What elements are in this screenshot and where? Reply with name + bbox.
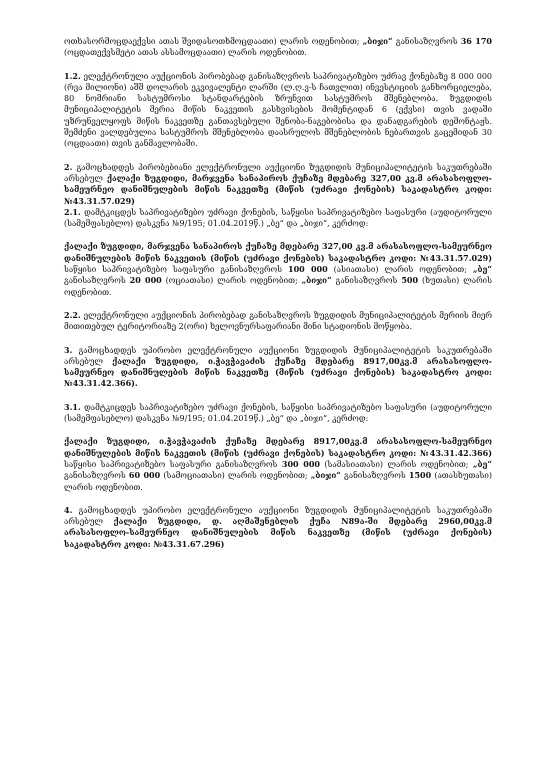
- bold-run: 2.1.: [64, 206, 81, 217]
- paragraph-2-1-details: [64, 241, 492, 297]
- paragraph-continuation: [64, 36, 492, 59]
- bold-run: ქალაქი ზუგდიდი, მარჯვენა სანაპიროს ქუჩაზე მდებარე 327,00 კვ.მ არასასოფლო-სამეურნეო დანიშნულების მიწის ნაკვეთზე (მიწის (უძრავი ქონების) საკადასტრო კოდი: №43.31.57.029): [64, 172, 493, 206]
- bold-run: „ბე“: [472, 458, 492, 469]
- bold-run: 60 000: [128, 470, 161, 481]
- text-run: (ოცდათექვსმეტი ათას ასსამოცდაათი) ლარის ოდენობით.: [64, 48, 307, 58]
- bold-run: 3.1.: [64, 401, 81, 412]
- paragraph-3-1: [64, 402, 492, 425]
- paragraph-2-1: [64, 207, 492, 230]
- text-run: საწყისი საპრივატიზებო საფასური განისაზღვროს: [64, 459, 282, 469]
- bold-run: 36 170: [460, 36, 492, 46]
- text-run: დამტკიცდეს საპრივატიზებო უძრავი ქონების, საწყისი საპრივატიზებო საფასური (აუდიტორული (სამემფასებლო) დასკვნა №9/195; 01.04.2019წ.) „ბე“ და „ბიჯი“, კერძოდ:: [64, 207, 492, 229]
- paragraph-3: [64, 345, 492, 390]
- bold-run: „ბიჯი“: [362, 36, 393, 46]
- bold-run: 1500: [408, 470, 432, 481]
- paragraph-2: [64, 162, 492, 207]
- text-run: გამოცხადდეს უპირობო ელექტრონული აუქციონი ზუგდიდის მუნიციპალიტეტის საკუთრებაში არსებულ: [64, 505, 492, 527]
- text-run: (სამოციათასი) ლარის ოდენობით;: [160, 471, 311, 481]
- bold-run: „ბე“: [472, 264, 493, 275]
- text-run: (ხუთასი) ლარის ოდენობით.: [64, 276, 493, 297]
- text-run: (ოციათასი) ლარის ოდენობით;: [161, 276, 302, 286]
- bold-run: ქალაქი ზუგდიდი, მარჯვენა სანაპიროს ქუჩაზე მდებარე 327,00 კვ.მ არასასოფლო-სამეურნეო დანიშნულების მიწის ნაკვეთის (მიწის (უძრავი ქონების) საკადასტრო კოდი: №43.31.57.029): [64, 241, 492, 263]
- bold-run: 2.: [64, 161, 73, 172]
- text-run: განისაზღვროს: [331, 276, 402, 286]
- bold-run: 3.: [64, 344, 73, 355]
- text-run: (ასიათასი) ლარის ოდენობით;: [327, 265, 473, 275]
- bold-run: 100 000: [288, 264, 328, 275]
- text-run: დამტკიცდეს საპრივატიზებო უძრავი ქონების, საწყისი საპრივატიზებო საფასური (აუდიტორული (სამემფასებლო) დასკვნა №9/195; 01.04.2019წ.) „ბე“ და „ბიჯი“, კერძოდ:: [64, 402, 492, 424]
- text-run: (ათასხუთასი) ლარის ოდენობით.: [64, 471, 493, 492]
- text-run: განისაზღვროს: [64, 471, 129, 481]
- paragraph-2-2: [64, 310, 492, 333]
- text-run: გამოცხადდეს პირობებიანი ელექტრონული აუქციონი ზუგდიდის მუნიციპალიტეტის საკუთრებაში არსებულ: [64, 162, 492, 183]
- text-run: განისაზღვროს: [64, 276, 130, 286]
- bold-run: ქალაქი ზუგდიდი, ი.ჭავჭავაძის ქუჩაზე მდებარე 8917,00კვ.მ არასასოფლო-სამეურნეო დანიშნულების მიწის ნაკვეთზე (მიწის (უძრავი ქონების) საკადასტრო კოდი: №43.31.42.366).: [64, 355, 492, 389]
- text-run: ოთხასორმოცდაექვსი ათას შვიდასოთხმოცდაათი) ლარის ოდენობით;: [64, 37, 363, 46]
- bold-run: „ბიჯი“: [310, 470, 341, 481]
- bold-run: „ბიჯი“: [301, 275, 332, 286]
- bold-run: ქალაქი ზუგდიდი, ი.ჭავჭავაძის ქუჩაზე მდებარე 8917,00კვ.მ არასასოფლო-სამეურნეო დანიშნულების მიწის ნაკვეთის (მიწის (უძრავი ქონების) საკადასტრო კოდი: №43.31.42.366): [64, 436, 492, 458]
- paragraph-4: [64, 505, 492, 550]
- text-run: საწყისი საპრივატიზებო საფასური განისაზღვროს: [64, 265, 289, 275]
- bold-run: 500: [401, 275, 419, 286]
- bold-run: 2.2.: [64, 309, 81, 320]
- text-run: გამოცხადდეს უპირობო ელექტრონული აუქციონი ზუგდიდის მუნიციპალიტეტის საკუთრებაში არსებულ: [64, 345, 492, 366]
- text-run: განისაზღვროს: [392, 37, 461, 46]
- bold-run: 300 000: [281, 458, 320, 469]
- paragraph-3-1-details: [64, 436, 492, 492]
- bold-run: 20 000: [129, 275, 162, 286]
- bold-run: 1.2.: [64, 70, 81, 81]
- bold-run: ქალაქი ზუგდიდი, დ. აღმაშენებლის ქუჩა N89ა-ში მდებარე 2960,00კვ.მ არასასოფლო-სამეურნეო დანიშნულების მიწის ნაკვეთზე (მიწის (უძრავი ქონების) საკადასტრო კოდი: №43.31.67.296): [64, 516, 492, 549]
- bold-run: 4.: [64, 504, 73, 515]
- text-run: (სამასიათასი) ლარის ოდენობით;: [319, 459, 473, 469]
- text-run: განისაზღვროს: [340, 471, 409, 481]
- paragraph-1-2: [64, 71, 492, 150]
- text-run: ელექტრონული აუქციონის პირობებად განისაზღვროს საპრივატიზებო უძრავ ქონებაზე 8 000 000 (რვა მილიონი) აშშ დოლარის ეკვივალენტი ლარში (ლ.ღ.ვ-ს ჩათვლით) ინვესტიციის განხორციელება, 80 ნომრიანი სასტუმროსი სტანდარტების ზრუნვით სასტუმროს მშენებლობა. ზუგდიდის მუნიციპალიტეტის მერია მიწის ნაკვეთის გასხვისების მომენტიდან 6 (ექვსი) თვის ვადაში უზრუნველყოფს მიწის ნაკვეთზე განთავსებული შენობა-ნაგებობისა და დანადგარების დემონტაჟს. შემძენი ვალდებულია სასტუმროს მშენებლობა დაასრულოს მშენებლობის ნებართვის გაცემიდან 30 (ოცდაათი) თვის განმავლობაში.: [64, 71, 492, 149]
- text-run: ელექტრონული აუქციონის პირობებად განისაზღვროს ზუგდიდის მუნიციპალიტეტის მერიის მიერ მითითებულ ტერიტორიაზე 2(ორი) ხელოვნურსაფარიანი მინი სტადიონის მოწყობა.: [64, 310, 492, 332]
